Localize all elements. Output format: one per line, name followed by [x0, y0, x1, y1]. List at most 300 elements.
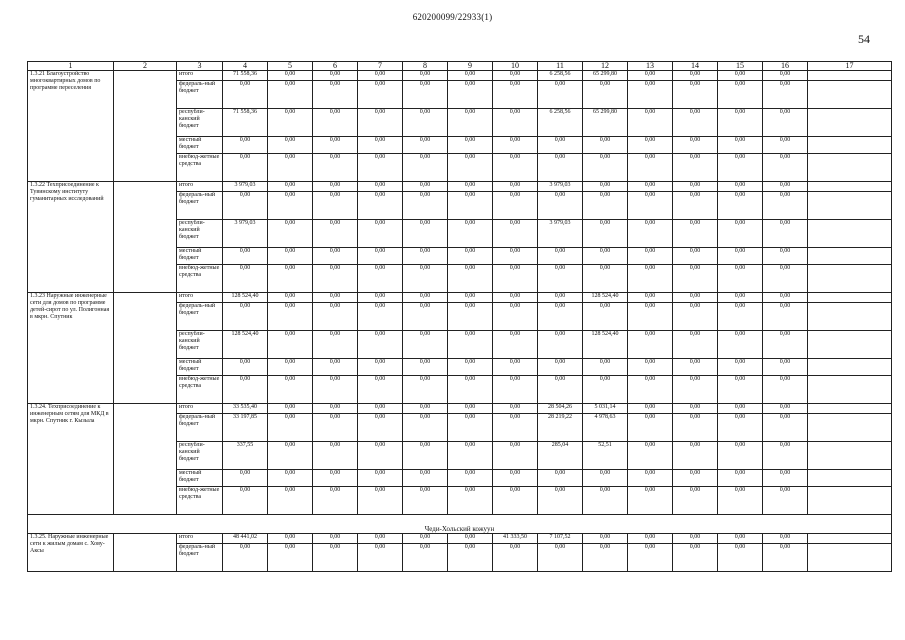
- amount-cell: 0,00: [268, 220, 313, 248]
- blank-cell: [808, 470, 892, 487]
- funding-source: республи-канский бюджет: [177, 109, 223, 137]
- amount-cell: 0,00: [313, 265, 358, 293]
- amount-cell: 3 979,03: [538, 220, 583, 248]
- blank-cell: [808, 404, 892, 414]
- amount-cell: 0,00: [673, 544, 718, 572]
- amount-cell: 0,00: [313, 470, 358, 487]
- amount-cell: 0,00: [718, 303, 763, 331]
- amount-cell: 0,00: [448, 442, 493, 470]
- blank-cell: [114, 71, 177, 182]
- table-row: [28, 71, 892, 81]
- amount-cell: 0,00: [583, 182, 628, 192]
- funding-source: внебюд-жетные средства: [177, 265, 223, 293]
- amount-cell: 0,00: [583, 154, 628, 182]
- amount-cell: 0,00: [673, 220, 718, 248]
- amount-cell: 0,00: [718, 154, 763, 182]
- table-row: [28, 182, 892, 192]
- region-header: Чеди-Хольский кожуун: [28, 515, 892, 534]
- amount-cell: 0,00: [673, 487, 718, 515]
- blank-cell: [808, 71, 892, 81]
- region-row: [28, 515, 892, 534]
- amount-cell: 0,00: [538, 470, 583, 487]
- funding-source: итого: [177, 71, 223, 81]
- amount-cell: 0,00: [718, 470, 763, 487]
- measure-name: 1.3.21 Благоустройство многоквартирных домов по программе переселения: [28, 71, 114, 182]
- column-number: 11: [538, 62, 583, 71]
- funding-source: федераль-ный бюджет: [177, 192, 223, 220]
- blank-cell: [808, 359, 892, 376]
- amount-cell: 0,00: [223, 303, 268, 331]
- table-body: [28, 71, 892, 572]
- amount-cell: 28 504,26: [538, 404, 583, 414]
- amount-cell: 0,00: [268, 376, 313, 404]
- column-number: 3: [177, 62, 223, 71]
- funding-source: федераль-ный бюджет: [177, 303, 223, 331]
- blank-cell: [808, 137, 892, 154]
- blank-cell: [114, 293, 177, 404]
- amount-cell: 0,00: [763, 109, 808, 137]
- measure-name: 1.3.22 Техприсоединение к Тувинскому институту гуманитарных исследований: [28, 182, 114, 293]
- blank-cell: [808, 154, 892, 182]
- amount-cell: 28 219,22: [538, 414, 583, 442]
- amount-cell: 0,00: [628, 71, 673, 81]
- amount-cell: 0,00: [718, 137, 763, 154]
- amount-cell: 0,00: [268, 331, 313, 359]
- amount-cell: 0,00: [268, 192, 313, 220]
- amount-cell: 0,00: [763, 154, 808, 182]
- measure-name: 1.3.23 Наружные инженерные сети для домов по программе детей-сирот по ул. Полигонная в мкрн. Спутник: [28, 293, 114, 404]
- amount-cell: 71 558,36: [223, 71, 268, 81]
- funding-source: федераль-ный бюджет: [177, 81, 223, 109]
- amount-cell: 0,00: [448, 376, 493, 404]
- amount-cell: 0,00: [358, 109, 403, 137]
- blank-cell: [808, 414, 892, 442]
- amount-cell: 0,00: [268, 71, 313, 81]
- amount-cell: 0,00: [313, 154, 358, 182]
- amount-cell: 0,00: [673, 248, 718, 265]
- amount-cell: 0,00: [268, 404, 313, 414]
- amount-cell: 0,00: [718, 248, 763, 265]
- table-row: [28, 534, 892, 544]
- column-number: 4: [223, 62, 268, 71]
- amount-cell: 0,00: [493, 470, 538, 487]
- amount-cell: 0,00: [403, 359, 448, 376]
- amount-cell: 0,00: [583, 137, 628, 154]
- blank-cell: [808, 192, 892, 220]
- amount-cell: 0,00: [538, 359, 583, 376]
- funding-source: федераль-ный бюджет: [177, 544, 223, 572]
- amount-cell: 0,00: [223, 487, 268, 515]
- amount-cell: 0,00: [628, 81, 673, 109]
- amount-cell: 0,00: [583, 470, 628, 487]
- blank-cell: [114, 534, 177, 572]
- amount-cell: 0,00: [448, 404, 493, 414]
- column-number-row: [28, 62, 892, 71]
- amount-cell: 0,00: [763, 81, 808, 109]
- amount-cell: 0,00: [538, 487, 583, 515]
- page-number: 54: [858, 32, 870, 46]
- amount-cell: 0,00: [268, 248, 313, 265]
- amount-cell: 0,00: [448, 331, 493, 359]
- amount-cell: 0,00: [493, 544, 538, 572]
- amount-cell: 0,00: [538, 81, 583, 109]
- amount-cell: 0,00: [313, 293, 358, 303]
- amount-cell: 0,00: [493, 154, 538, 182]
- blank-cell: [808, 109, 892, 137]
- amount-cell: 0,00: [313, 81, 358, 109]
- amount-cell: 0,00: [268, 544, 313, 572]
- amount-cell: 0,00: [718, 359, 763, 376]
- blank-cell: [808, 81, 892, 109]
- amount-cell: 0,00: [583, 487, 628, 515]
- amount-cell: 0,00: [628, 331, 673, 359]
- amount-cell: 0,00: [763, 293, 808, 303]
- amount-cell: 0,00: [313, 534, 358, 544]
- amount-cell: 0,00: [493, 248, 538, 265]
- amount-cell: 0,00: [538, 248, 583, 265]
- amount-cell: 0,00: [718, 293, 763, 303]
- amount-cell: 0,00: [223, 154, 268, 182]
- amount-cell: 0,00: [358, 544, 403, 572]
- amount-cell: 0,00: [358, 442, 403, 470]
- amount-cell: 0,00: [628, 293, 673, 303]
- amount-cell: 0,00: [313, 414, 358, 442]
- amount-cell: 0,00: [493, 303, 538, 331]
- amount-cell: 0,00: [628, 265, 673, 293]
- amount-cell: 0,00: [493, 487, 538, 515]
- amount-cell: 0,00: [358, 265, 403, 293]
- amount-cell: 0,00: [313, 182, 358, 192]
- amount-cell: 0,00: [538, 265, 583, 293]
- amount-cell: 0,00: [448, 534, 493, 544]
- amount-cell: 33 535,40: [223, 404, 268, 414]
- amount-cell: 0,00: [583, 192, 628, 220]
- amount-cell: 0,00: [673, 303, 718, 331]
- amount-cell: 0,00: [268, 534, 313, 544]
- amount-cell: 0,00: [358, 359, 403, 376]
- amount-cell: 0,00: [493, 359, 538, 376]
- amount-cell: 0,00: [628, 137, 673, 154]
- amount-cell: 0,00: [448, 414, 493, 442]
- amount-cell: 0,00: [538, 137, 583, 154]
- amount-cell: 0,00: [448, 248, 493, 265]
- amount-cell: 0,00: [673, 182, 718, 192]
- amount-cell: 0,00: [673, 414, 718, 442]
- amount-cell: 0,00: [628, 248, 673, 265]
- amount-cell: 5 031,14: [583, 404, 628, 414]
- amount-cell: 0,00: [448, 192, 493, 220]
- amount-cell: 0,00: [763, 487, 808, 515]
- funding-source: местный бюджет: [177, 470, 223, 487]
- column-number: 6: [313, 62, 358, 71]
- amount-cell: 0,00: [403, 470, 448, 487]
- amount-cell: 0,00: [223, 248, 268, 265]
- amount-cell: 0,00: [673, 293, 718, 303]
- amount-cell: 3 979,03: [223, 182, 268, 192]
- amount-cell: 0,00: [358, 293, 403, 303]
- amount-cell: 0,00: [538, 293, 583, 303]
- amount-cell: 0,00: [763, 442, 808, 470]
- blank-cell: [808, 487, 892, 515]
- amount-cell: 0,00: [403, 137, 448, 154]
- amount-cell: 0,00: [223, 470, 268, 487]
- funding-source: республи-канский бюджет: [177, 331, 223, 359]
- amount-cell: 0,00: [268, 487, 313, 515]
- amount-cell: 0,00: [403, 293, 448, 303]
- amount-cell: 0,00: [403, 303, 448, 331]
- amount-cell: 0,00: [268, 137, 313, 154]
- amount-cell: 65 299,80: [583, 71, 628, 81]
- amount-cell: 0,00: [493, 182, 538, 192]
- amount-cell: 0,00: [673, 331, 718, 359]
- amount-cell: 0,00: [493, 192, 538, 220]
- amount-cell: 0,00: [583, 220, 628, 248]
- amount-cell: 0,00: [628, 154, 673, 182]
- amount-cell: 0,00: [628, 303, 673, 331]
- amount-cell: 0,00: [313, 359, 358, 376]
- amount-cell: 0,00: [673, 359, 718, 376]
- amount-cell: 0,00: [763, 414, 808, 442]
- amount-cell: 0,00: [268, 109, 313, 137]
- amount-cell: 0,00: [718, 331, 763, 359]
- blank-cell: [808, 303, 892, 331]
- amount-cell: 0,00: [358, 487, 403, 515]
- amount-cell: 0,00: [628, 414, 673, 442]
- column-number: 2: [114, 62, 177, 71]
- amount-cell: 0,00: [223, 137, 268, 154]
- amount-cell: 0,00: [268, 154, 313, 182]
- amount-cell: 3 979,03: [223, 220, 268, 248]
- amount-cell: 0,00: [538, 303, 583, 331]
- amount-cell: 128 524,40: [583, 293, 628, 303]
- amount-cell: 0,00: [628, 109, 673, 137]
- amount-cell: 0,00: [403, 81, 448, 109]
- amount-cell: 0,00: [403, 376, 448, 404]
- amount-cell: 0,00: [448, 81, 493, 109]
- amount-cell: 0,00: [763, 265, 808, 293]
- amount-cell: 0,00: [628, 544, 673, 572]
- amount-cell: 0,00: [448, 137, 493, 154]
- amount-cell: 0,00: [403, 414, 448, 442]
- amount-cell: 0,00: [763, 404, 808, 414]
- blank-cell: [808, 293, 892, 303]
- amount-cell: 0,00: [403, 192, 448, 220]
- amount-cell: 0,00: [763, 182, 808, 192]
- amount-cell: 65 299,80: [583, 109, 628, 137]
- amount-cell: 0,00: [673, 192, 718, 220]
- amount-cell: 337,55: [223, 442, 268, 470]
- column-number: 13: [628, 62, 673, 71]
- amount-cell: 0,00: [718, 71, 763, 81]
- amount-cell: 0,00: [448, 293, 493, 303]
- column-number: 16: [763, 62, 808, 71]
- amount-cell: 0,00: [763, 137, 808, 154]
- amount-cell: 0,00: [583, 265, 628, 293]
- column-number: 8: [403, 62, 448, 71]
- amount-cell: 0,00: [718, 192, 763, 220]
- amount-cell: 0,00: [358, 248, 403, 265]
- amount-cell: 0,00: [403, 487, 448, 515]
- amount-cell: 0,00: [493, 81, 538, 109]
- amount-cell: 0,00: [448, 71, 493, 81]
- amount-cell: 0,00: [358, 534, 403, 544]
- amount-cell: 0,00: [583, 534, 628, 544]
- funding-source: внебюд-жетные средства: [177, 376, 223, 404]
- amount-cell: 0,00: [358, 71, 403, 81]
- amount-cell: 0,00: [448, 487, 493, 515]
- budget-table: [27, 61, 892, 572]
- amount-cell: 0,00: [223, 81, 268, 109]
- column-number: 1: [28, 62, 114, 71]
- amount-cell: 0,00: [358, 303, 403, 331]
- amount-cell: 0,00: [763, 470, 808, 487]
- amount-cell: 0,00: [403, 220, 448, 248]
- amount-cell: 0,00: [358, 81, 403, 109]
- column-number: 5: [268, 62, 313, 71]
- amount-cell: 0,00: [403, 265, 448, 293]
- amount-cell: 0,00: [583, 248, 628, 265]
- amount-cell: 0,00: [313, 303, 358, 331]
- amount-cell: 0,00: [583, 359, 628, 376]
- amount-cell: 0,00: [628, 182, 673, 192]
- amount-cell: 0,00: [763, 303, 808, 331]
- amount-cell: 0,00: [718, 414, 763, 442]
- amount-cell: 41 333,50: [493, 534, 538, 544]
- amount-cell: 0,00: [718, 534, 763, 544]
- amount-cell: 0,00: [448, 544, 493, 572]
- funding-source: внебюд-жетные средства: [177, 487, 223, 515]
- column-number: 10: [493, 62, 538, 71]
- blank-cell: [808, 331, 892, 359]
- amount-cell: 0,00: [493, 137, 538, 154]
- amount-cell: 0,00: [448, 265, 493, 293]
- amount-cell: 0,00: [718, 81, 763, 109]
- amount-cell: 0,00: [313, 404, 358, 414]
- amount-cell: 0,00: [763, 331, 808, 359]
- amount-cell: 0,00: [538, 376, 583, 404]
- amount-cell: 0,00: [403, 534, 448, 544]
- amount-cell: 0,00: [673, 71, 718, 81]
- amount-cell: 0,00: [673, 137, 718, 154]
- table-row: [28, 404, 892, 414]
- amount-cell: 0,00: [223, 376, 268, 404]
- amount-cell: 0,00: [358, 414, 403, 442]
- amount-cell: 0,00: [448, 109, 493, 137]
- amount-cell: 0,00: [268, 414, 313, 442]
- amount-cell: 0,00: [403, 442, 448, 470]
- column-number: 9: [448, 62, 493, 71]
- amount-cell: 4 978,63: [583, 414, 628, 442]
- amount-cell: 0,00: [403, 331, 448, 359]
- amount-cell: 33 197,85: [223, 414, 268, 442]
- funding-source: итого: [177, 293, 223, 303]
- funding-source: местный бюджет: [177, 137, 223, 154]
- amount-cell: 0,00: [718, 544, 763, 572]
- blank-cell: [808, 265, 892, 293]
- table-row: [28, 293, 892, 303]
- column-number: 7: [358, 62, 403, 71]
- amount-cell: 0,00: [628, 470, 673, 487]
- amount-cell: 0,00: [313, 137, 358, 154]
- amount-cell: 0,00: [583, 544, 628, 572]
- funding-source: итого: [177, 404, 223, 414]
- amount-cell: 285,04: [538, 442, 583, 470]
- amount-cell: 0,00: [313, 331, 358, 359]
- blank-cell: [808, 248, 892, 265]
- amount-cell: 0,00: [358, 220, 403, 248]
- amount-cell: 0,00: [493, 293, 538, 303]
- amount-cell: 0,00: [268, 303, 313, 331]
- amount-cell: 0,00: [448, 182, 493, 192]
- amount-cell: 0,00: [448, 359, 493, 376]
- amount-cell: 0,00: [313, 220, 358, 248]
- amount-cell: 0,00: [268, 359, 313, 376]
- amount-cell: 0,00: [313, 442, 358, 470]
- amount-cell: 0,00: [628, 359, 673, 376]
- amount-cell: 0,00: [313, 487, 358, 515]
- amount-cell: 0,00: [448, 303, 493, 331]
- amount-cell: 0,00: [493, 442, 538, 470]
- amount-cell: 0,00: [358, 192, 403, 220]
- amount-cell: 0,00: [718, 487, 763, 515]
- amount-cell: 0,00: [268, 470, 313, 487]
- amount-cell: 0,00: [268, 293, 313, 303]
- amount-cell: 0,00: [403, 248, 448, 265]
- amount-cell: 7 107,52: [538, 534, 583, 544]
- amount-cell: 0,00: [268, 265, 313, 293]
- amount-cell: 0,00: [313, 109, 358, 137]
- amount-cell: 0,00: [268, 442, 313, 470]
- amount-cell: 0,00: [763, 376, 808, 404]
- amount-cell: 0,00: [358, 404, 403, 414]
- amount-cell: 0,00: [448, 154, 493, 182]
- funding-source: итого: [177, 182, 223, 192]
- amount-cell: 0,00: [493, 71, 538, 81]
- funding-source: итого: [177, 534, 223, 544]
- amount-cell: 0,00: [583, 81, 628, 109]
- column-number: 15: [718, 62, 763, 71]
- amount-cell: 0,00: [493, 404, 538, 414]
- amount-cell: 0,00: [313, 376, 358, 404]
- amount-cell: 0,00: [763, 220, 808, 248]
- amount-cell: 0,00: [763, 534, 808, 544]
- amount-cell: 0,00: [493, 265, 538, 293]
- blank-cell: [808, 182, 892, 192]
- amount-cell: 0,00: [538, 192, 583, 220]
- amount-cell: 0,00: [493, 376, 538, 404]
- amount-cell: 0,00: [313, 544, 358, 572]
- column-number: 17: [808, 62, 892, 71]
- amount-cell: 0,00: [673, 154, 718, 182]
- amount-cell: 0,00: [358, 470, 403, 487]
- document-id: 620200099/22933(1): [412, 12, 493, 22]
- amount-cell: 0,00: [223, 192, 268, 220]
- amount-cell: 0,00: [538, 544, 583, 572]
- amount-cell: 0,00: [628, 487, 673, 515]
- amount-cell: 128 524,40: [583, 331, 628, 359]
- amount-cell: 6 258,56: [538, 71, 583, 81]
- amount-cell: 0,00: [358, 137, 403, 154]
- amount-cell: 3 979,03: [538, 182, 583, 192]
- amount-cell: 0,00: [763, 71, 808, 81]
- amount-cell: 0,00: [718, 404, 763, 414]
- measure-name: 1.3.25. Наружные инженерные сети к жилым домам с. Хову-Аксы: [28, 534, 114, 572]
- amount-cell: 0,00: [628, 404, 673, 414]
- funding-source: внебюд-жетные средства: [177, 154, 223, 182]
- amount-cell: 0,00: [403, 404, 448, 414]
- amount-cell: 0,00: [358, 182, 403, 192]
- amount-cell: 0,00: [718, 220, 763, 248]
